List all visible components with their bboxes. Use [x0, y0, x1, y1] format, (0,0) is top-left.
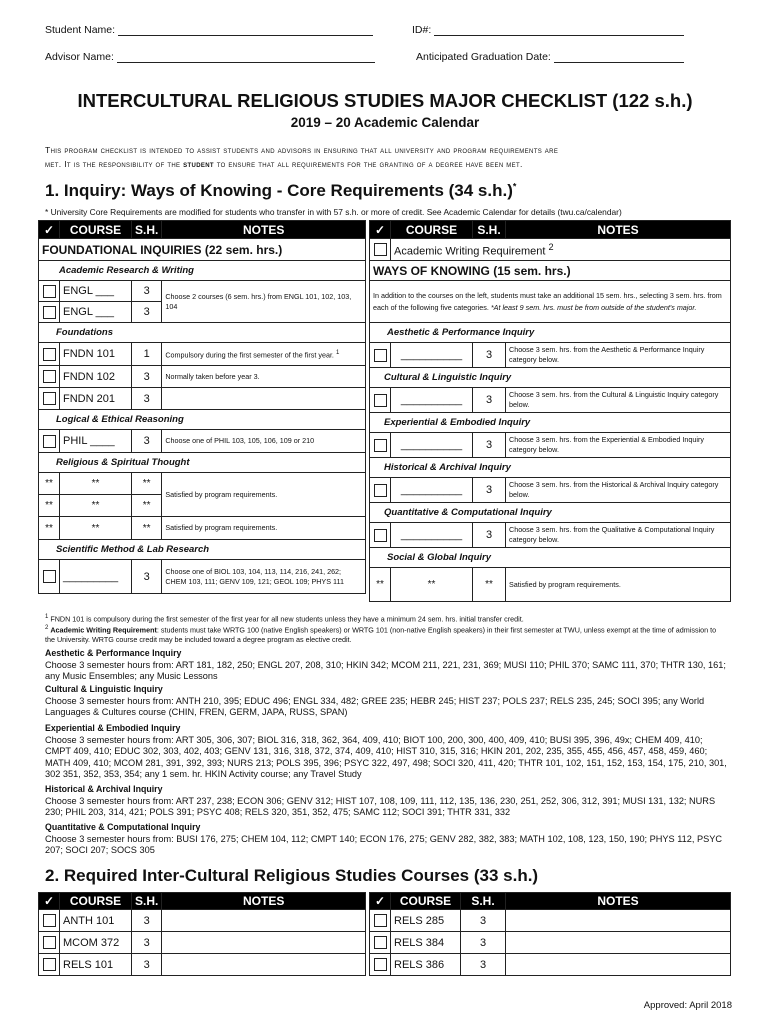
aesthetic-heading: Aesthetic & Performance Inquiry [370, 323, 731, 343]
col-check-header: ✓ [39, 221, 60, 239]
rels-285-checkbox[interactable] [374, 914, 387, 927]
col-sh-header-r: S.H. [473, 221, 506, 239]
footnote-2: $^2$ Academic Writing Requirement: students must take WRTG 100 (native English speakers) or WRTG 101 (non-native English speakers) in their first semester at TWU, unless exempt at the time of admission to the University. WRTG course credit may be included toward a degree program as elective credit. [45, 625, 717, 645]
section-1-heading: 1. Inquiry: Ways of Knowing - Core Requirements (34 s.h.)* [45, 181, 517, 200]
engl-1-course[interactable]: ENGL ___ [60, 281, 132, 302]
wok-heading: WAYS OF KNOWING (15 sem. hrs.) [370, 261, 731, 281]
col-check-header-r: ✓ [370, 221, 391, 239]
religious-star-1: ** [39, 473, 60, 495]
religious-heading: Religious & Spiritual Thought [39, 453, 366, 473]
engl-2-checkbox[interactable] [43, 306, 56, 319]
phil-note: Choose one of PHIL 103, 105, 106, 109 or 210 [162, 430, 366, 453]
fndn-201-course: FNDN 201 [60, 388, 132, 410]
student-name-label: Student Name: [45, 24, 116, 36]
engl-note: Choose 2 courses (6 sem. hrs.) from ENGL 101, 102, 103, 104 [162, 281, 366, 323]
core-right-table [369, 220, 731, 602]
sci-sh: 3 [132, 560, 162, 594]
req-sh: 3 [461, 932, 506, 954]
religious-star-4: ** [39, 495, 60, 517]
req-course: RELS 384 [391, 932, 461, 954]
religious-star-6: ** [132, 495, 162, 517]
req-notes-cell[interactable] [162, 932, 366, 954]
id-field[interactable] [412, 24, 684, 36]
fndn-201-checkbox[interactable] [43, 392, 56, 405]
aesthetic-sh: 3 [473, 343, 506, 368]
phil-course[interactable]: PHIL ____ [60, 430, 132, 453]
cultural-note: Choose 3 sem. hrs. from the Cultural & Linguistic Inquiry category below. [506, 388, 731, 413]
grad-label: Anticipated Graduation Date: [416, 51, 551, 63]
experiential-note: Choose 3 sem. hrs. from the Experiential & Embodied Inquiry category below. [506, 433, 731, 458]
aesthetic-note: Choose 3 sem. hrs. from the Aesthetic & Performance Inquiry category below. [506, 343, 731, 368]
religious-star-8: ** [60, 517, 132, 540]
cultural-heading: Cultural & Linguistic Inquiry [370, 368, 731, 388]
aesthetic-checkbox[interactable] [374, 349, 387, 362]
intro-line-2: met. It is the responsibility of the student to ensure that all requirements for the granting of a degree have been met. [45, 159, 523, 169]
social-note: Satisfied by program requirements. [506, 568, 731, 602]
sci-note: Choose one of BIOL 103, 104, 113, 114, 216, 241, 262; CHEM 103, 111; GENV 109, 121; GEOL 109; PHYS 111 [162, 560, 366, 594]
req-course: RELS 386 [391, 954, 461, 976]
section-1-note: * University Core Requirements are modified for students who transfer in with 57 s.h. or more of credit. See Academic Calendar for details (twu.ca/calendar) [45, 207, 622, 217]
scientific-heading: Scientific Method & Lab Research [39, 540, 366, 560]
engl-2-course[interactable]: ENGL ___ [60, 302, 132, 323]
logical-heading: Logical & Ethical Reasoning [39, 410, 366, 430]
social-star-3: ** [473, 568, 506, 602]
fndn-101-checkbox[interactable] [43, 348, 56, 361]
social-star-1: ** [370, 568, 391, 602]
req-course: MCOM 372 [60, 932, 132, 954]
page-subtitle: 2019 – 20 Academic Calendar [290, 115, 480, 130]
fndn-101-note: Compulsory during the first semester of the first year. $^1$ [162, 343, 366, 366]
req-sh: 3 [132, 954, 162, 976]
rels-386-checkbox[interactable] [374, 958, 387, 971]
historical-course[interactable]: __________ [391, 478, 473, 503]
category-cultural: Cultural & Linguistic Inquiry Choose 3 semester hours from: ANTH 210, 395; EDUC 496; ENGL 334, 482; GREE 235; HEBR 245; HIST 237; POLS 237; RELS 235, 245; SOCI 395; any World Languages & Cultures course (CHIN, FREN, GERM, JAPA, RUSS, SPAN) [45, 684, 705, 717]
foundations-heading: Foundations [39, 323, 366, 343]
req-sh: 3 [132, 910, 162, 932]
cultural-checkbox[interactable] [374, 394, 387, 407]
foundational-heading: FOUNDATIONAL INQUIRIES (22 sem. hrs.) [39, 239, 366, 261]
religious-star-2: ** [60, 473, 132, 495]
req-col-check-r: ✓ [370, 893, 391, 910]
graduation-date-field[interactable] [416, 51, 684, 63]
religious-note: Satisfied by program requirements. [162, 473, 366, 517]
req-sh: 3 [461, 910, 506, 932]
religious-star-5: ** [60, 495, 132, 517]
quantitative-sh: 3 [473, 523, 506, 548]
historical-heading: Historical & Archival Inquiry [370, 458, 731, 478]
academic-research-heading: Academic Research & Writing [39, 261, 366, 281]
fndn-101-course: FNDN 101 [60, 343, 132, 366]
religious-star-3: ** [132, 473, 162, 495]
col-sh-header: S.H. [132, 221, 162, 239]
col-course-header-r: COURSE [391, 221, 473, 239]
religious-star-7: ** [39, 517, 60, 540]
quantitative-course[interactable]: __________ [391, 523, 473, 548]
fndn-102-sh: 3 [132, 366, 162, 388]
wok-note: In addition to the courses on the left, students must take an additional 15 sem. hrs., selecting 3 sem. hrs. from each of the following five categories. *At least 9 sem. hrs. must be from outside of the student's major. [370, 281, 731, 323]
experiential-heading: Experiential & Embodied Inquiry [370, 413, 731, 433]
advisor-label: Advisor Name: [45, 51, 114, 63]
req-notes-cell[interactable] [506, 910, 731, 932]
quantitative-note: Choose 3 sem. hrs. from the Qualitative & Computational Inquiry category below. [506, 523, 731, 548]
intro-line-1: This program checklist is intended to assist students and advisors in ensuring that all university and program requirements are [45, 145, 559, 155]
req-col-course-r: COURSE [391, 893, 461, 910]
required-left-table [38, 892, 366, 976]
engl-2-sh: 3 [132, 302, 162, 323]
fndn-201-sh: 3 [132, 388, 162, 410]
req-notes-cell[interactable] [162, 910, 366, 932]
historical-sh: 3 [473, 478, 506, 503]
religious-star-9: ** [132, 517, 162, 540]
quantitative-checkbox[interactable] [374, 529, 387, 542]
historical-note: Choose 3 sem. hrs. from the Historical & Archival Inquiry category below. [506, 478, 731, 503]
required-right-table [369, 892, 731, 976]
phil-sh: 3 [132, 430, 162, 453]
req-notes-cell[interactable] [506, 932, 731, 954]
category-aesthetic: Aesthetic & Performance Inquiry Choose 3 semester hours from: ART 181, 182, 250; ENGL 207, 208, 310; HKIN 342; MCOM 211, 221, 231, 369; MUSI 110; PHIL 370; SAMC 111, 370; THTR 130, 161; any Music Ensembles; any Music Lessons [45, 648, 726, 681]
mcom-372-checkbox[interactable] [43, 936, 56, 949]
historical-checkbox[interactable] [374, 484, 387, 497]
sci-checkbox[interactable] [43, 570, 56, 583]
social-star-2: ** [391, 568, 473, 602]
engl-1-sh: 3 [132, 281, 162, 302]
id-label: ID#: [412, 24, 432, 36]
col-notes-header-r: NOTES [506, 221, 731, 239]
aesthetic-course[interactable]: __________ [391, 343, 473, 368]
category-quantitative: Quantitative & Computational Inquiry Choose 3 semester hours from: BUSI 176, 275; CHEM 104, 112; CMPT 140; ECON 176, 275; GENV 282, 382, 383; MATH 102, 108, 123, 150, 190; PHYS 112, PSYC 207; SOCI 207; SOCS 305 [45, 822, 723, 855]
anth-101-checkbox[interactable] [43, 914, 56, 927]
req-course: ANTH 101 [60, 910, 132, 932]
awr-label: Academic Writing Requirement $^2$ [391, 239, 731, 261]
phil-checkbox[interactable] [43, 435, 56, 448]
experiential-course[interactable]: __________ [391, 433, 473, 458]
req-sh: 3 [132, 932, 162, 954]
section-2-heading: 2. Required Inter-Cultural Religious Studies Courses (33 s.h.) [45, 866, 539, 885]
req-sh: 3 [461, 954, 506, 976]
fndn-102-checkbox[interactable] [43, 370, 56, 383]
col-notes-header: NOTES [162, 221, 366, 239]
cultural-course[interactable]: __________ [391, 388, 473, 413]
req-course: RELS 101 [60, 954, 132, 976]
rels-384-checkbox[interactable] [374, 936, 387, 949]
category-historical: Historical & Archival Inquiry Choose 3 semester hours from: ART 237, 238; ECON 306; GENV 312; HIST 107, 108, 109, 111, 112, 135, 136, 230, 251, 252, 306, 312, 391; MUSI 131, 132; NURS 230; PHIL 203, 314, 421; POLS 391; PSYC 408; RELS 320, 351, 352, 475; SAMC 112; SOCI 391; THTR 331, 332 [45, 784, 716, 817]
grad-line [554, 52, 684, 63]
quantitative-heading: Quantitative & Computational Inquiry [370, 503, 731, 523]
awr-checkbox[interactable] [374, 243, 387, 256]
student-name-line [118, 25, 373, 36]
cultural-sh: 3 [473, 388, 506, 413]
id-line [434, 25, 684, 36]
category-experiential: Experiential & Embodied Inquiry Choose 3 semester hours from: ART 305, 306, 307; BIOL 316, 318, 362, 364, 409, 410; BIOT 100, 200, 300, 400, 409, 410; BUSI 395, 396, 49x; CHEM 409, 410; CMPT 409, 410; EDUC 302, 303, 402, 403; GENV 131, 316, 318, 372, 374, 409, 410; HIST 310, 315, 316; HKIN 201, 202, 235, 355, 455, 456, 457, 458, 459, 460; MATH 409, 410; MCOM 281, 391, 392, 393; NURS 213; POLS 395, 396; PSYC 322, 497, 498; SOCI 320, 411, 420; THTR 101, 102, 151, 152, 153, 154, 175, 210, 301, 302 351, 352, 353, 354; any 1 sem. hr. HKIN Activity course; any Travel Study [45, 723, 727, 779]
col-course-header: COURSE [60, 221, 132, 239]
advisor-name-field[interactable] [45, 51, 375, 63]
core-left-table [38, 220, 366, 594]
sci-course[interactable]: _________ [60, 560, 132, 594]
req-col-check: ✓ [39, 893, 60, 910]
fndn-101-sh: 1 [132, 343, 162, 366]
footnote-1: $^1$ FNDN 101 is compulsory during the first semester of the first year for all new students unless they have a minimum 24 sem. hrs. initial transfer credit. [45, 614, 524, 624]
req-col-sh: S.H. [132, 893, 162, 910]
advisor-line [117, 52, 375, 63]
page-title: INTERCULTURAL RELIGIOUS STUDIES MAJOR CHECKLIST (122 s.h.) [77, 90, 693, 111]
experiential-sh: 3 [473, 433, 506, 458]
req-col-notes-r: NOTES [506, 893, 731, 910]
req-col-notes: NOTES [162, 893, 366, 910]
fndn-102-note: Normally taken before year 3. [162, 366, 366, 388]
experiential-checkbox[interactable] [374, 439, 387, 452]
religious-note-2: Satisfied by program requirements. [162, 517, 366, 540]
req-notes-cell[interactable] [162, 954, 366, 976]
engl-1-checkbox[interactable] [43, 285, 56, 298]
req-notes-cell[interactable] [506, 954, 731, 976]
req-col-course: COURSE [60, 893, 132, 910]
approval-footer: Approved: April 2018 [643, 1000, 732, 1011]
social-heading: Social & Global Inquiry [370, 548, 731, 568]
req-col-sh-r: S.H. [461, 893, 506, 910]
rels-101-checkbox[interactable] [43, 958, 56, 971]
student-name-field[interactable] [45, 24, 373, 36]
intro-text [45, 143, 735, 171]
req-course: RELS 285 [391, 910, 461, 932]
fndn-102-course: FNDN 102 [60, 366, 132, 388]
